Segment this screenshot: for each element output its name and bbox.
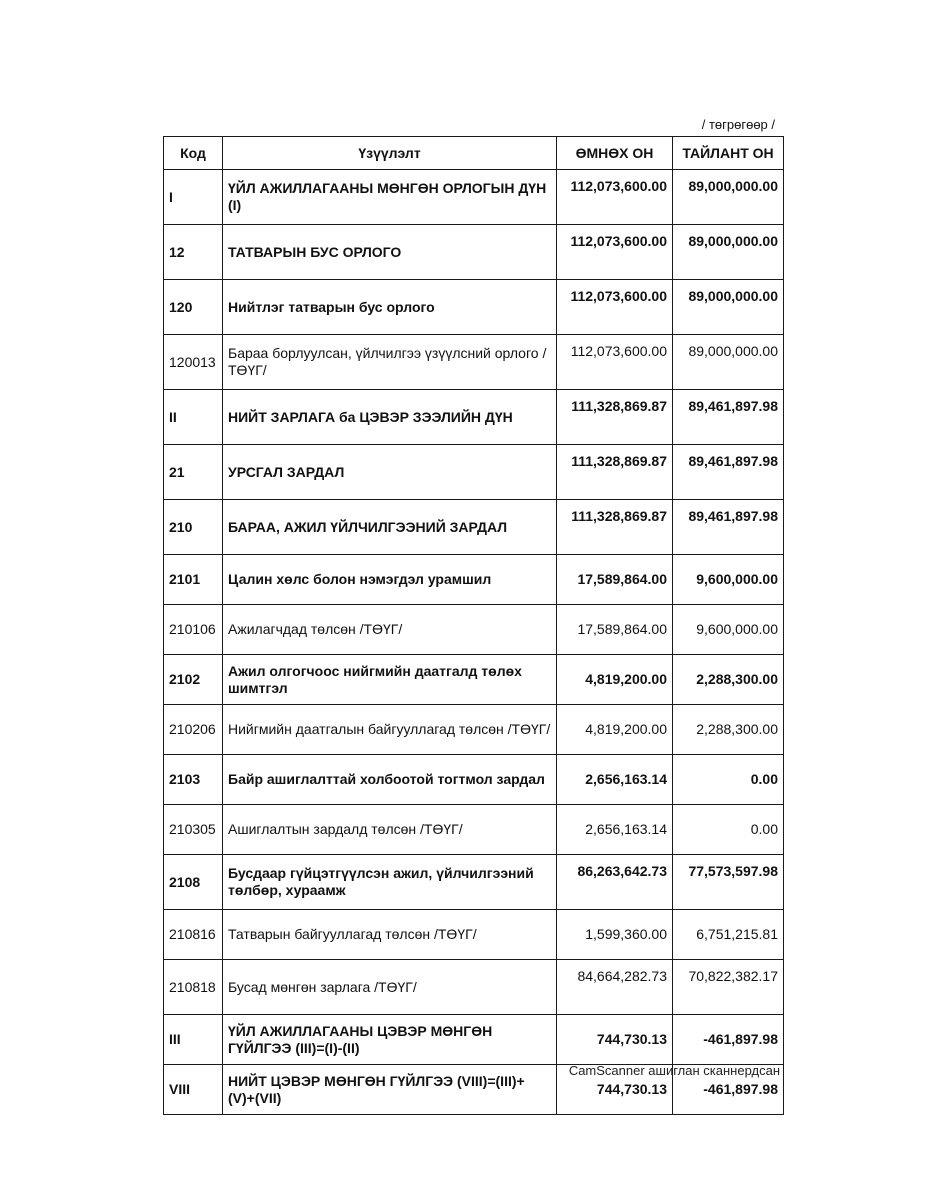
row-description: ҮЙЛ АЖИЛЛАГААНЫ ЦЭВЭР МӨНГӨН ГҮЙЛГЭЭ (III)=(I)-(II) bbox=[223, 1015, 557, 1065]
row-previous-value: 4,819,200.00 bbox=[557, 705, 673, 755]
table-row bbox=[164, 500, 784, 555]
row-report-value: -461,897.98 bbox=[673, 1015, 784, 1065]
table-row bbox=[164, 910, 784, 960]
row-report-value: 0.00 bbox=[673, 755, 784, 805]
row-previous-value: 112,073,600.00 bbox=[557, 225, 673, 280]
row-report-value: 9,600,000.00 bbox=[673, 555, 784, 605]
row-report-value: 89,000,000.00 bbox=[673, 280, 784, 335]
row-report-value: 2,288,300.00 bbox=[673, 705, 784, 755]
row-previous-value: 2,656,163.14 bbox=[557, 805, 673, 855]
row-previous-value: 112,073,600.00 bbox=[557, 280, 673, 335]
row-code: 210106 bbox=[164, 605, 223, 655]
row-previous-value: 744,730.13 bbox=[557, 1065, 673, 1115]
row-previous-value: 744,730.13 bbox=[557, 1015, 673, 1065]
header-code: Код bbox=[164, 137, 223, 170]
row-code: 2102 bbox=[164, 655, 223, 705]
header-previous-year: ӨМНӨХ ОН bbox=[557, 137, 673, 170]
row-previous-value: 2,656,163.14 bbox=[557, 755, 673, 805]
table-row bbox=[164, 1015, 784, 1065]
row-description: Бусад мөнгөн зарлага /ТӨҮГ/ bbox=[223, 960, 557, 1015]
cash-flow-table bbox=[163, 136, 784, 1115]
row-code: 2103 bbox=[164, 755, 223, 805]
row-code: 120 bbox=[164, 280, 223, 335]
row-previous-value: 112,073,600.00 bbox=[557, 335, 673, 390]
row-code: 2108 bbox=[164, 855, 223, 910]
row-code: II bbox=[164, 390, 223, 445]
row-previous-value: 1,599,360.00 bbox=[557, 910, 673, 960]
row-previous-value: 86,263,642.73 bbox=[557, 855, 673, 910]
row-description: ТАТВАРЫН БУС ОРЛОГО bbox=[223, 225, 557, 280]
row-previous-value: 17,589,864.00 bbox=[557, 605, 673, 655]
row-report-value: 6,751,215.81 bbox=[673, 910, 784, 960]
row-code: VIII bbox=[164, 1065, 223, 1115]
row-code: 21 bbox=[164, 445, 223, 500]
row-report-value: 70,822,382.17 bbox=[673, 960, 784, 1015]
row-report-value: 9,600,000.00 bbox=[673, 605, 784, 655]
row-description: НИЙТ ЗАРЛАГА ба ЦЭВЭР ЗЭЭЛИЙН ДҮН bbox=[223, 390, 557, 445]
row-previous-value: 84,664,282.73 bbox=[557, 960, 673, 1015]
table-row bbox=[164, 605, 784, 655]
row-code: 210816 bbox=[164, 910, 223, 960]
row-code: 210305 bbox=[164, 805, 223, 855]
row-code: 12 bbox=[164, 225, 223, 280]
row-previous-value: 111,328,869.87 bbox=[557, 390, 673, 445]
table-row bbox=[164, 805, 784, 855]
row-description: Цалин хөлс болон нэмэгдэл урамшил bbox=[223, 555, 557, 605]
row-description: Татварын байгууллагад төлсөн /ТӨҮГ/ bbox=[223, 910, 557, 960]
row-description: Ашиглалтын зардалд төлсөн /ТӨҮГ/ bbox=[223, 805, 557, 855]
row-report-value: 0.00 bbox=[673, 805, 784, 855]
row-report-value: 2,288,300.00 bbox=[673, 655, 784, 705]
row-previous-value: 4,819,200.00 bbox=[557, 655, 673, 705]
row-description: Байр ашиглалттай холбоотой тогтмол зардал bbox=[223, 755, 557, 805]
row-report-value: 89,000,000.00 bbox=[673, 170, 784, 225]
table-row bbox=[164, 855, 784, 910]
row-description: Нийтлэг татварын бус орлого bbox=[223, 280, 557, 335]
table-row bbox=[164, 390, 784, 445]
row-report-value: 89,461,897.98 bbox=[673, 390, 784, 445]
row-description: Бараа борлуулсан, үйлчилгээ үзүүлсний орлого /ТӨҮГ/ bbox=[223, 335, 557, 390]
unit-note: / төгрөгөөр / bbox=[701, 117, 775, 132]
row-code: III bbox=[164, 1015, 223, 1065]
row-description: УРСГАЛ ЗАРДАЛ bbox=[223, 445, 557, 500]
table-row bbox=[164, 170, 784, 225]
row-code: 210206 bbox=[164, 705, 223, 755]
table-row bbox=[164, 755, 784, 805]
row-code: 210818 bbox=[164, 960, 223, 1015]
header-description: Үзүүлэлт bbox=[223, 137, 557, 170]
table-row bbox=[164, 335, 784, 390]
row-description: Ажил олгогчоос нийгмийн даатгалд төлөх шимтгэл bbox=[223, 655, 557, 705]
row-description: ҮЙЛ АЖИЛЛАГААНЫ МӨНГӨН ОРЛОГЫН ДҮН (I) bbox=[223, 170, 557, 225]
row-previous-value: 111,328,869.87 bbox=[557, 500, 673, 555]
row-report-value: 89,000,000.00 bbox=[673, 225, 784, 280]
row-description: Ажилагчдад төлсөн /ТӨҮГ/ bbox=[223, 605, 557, 655]
table-row bbox=[164, 280, 784, 335]
row-report-value: 89,000,000.00 bbox=[673, 335, 784, 390]
table-row bbox=[164, 555, 784, 605]
row-code: 2101 bbox=[164, 555, 223, 605]
row-report-value: 89,461,897.98 bbox=[673, 500, 784, 555]
scanner-footer-note: CamScanner ашиглан сканнердсан bbox=[568, 1063, 780, 1078]
row-description: НИЙТ ЦЭВЭР МӨНГӨН ГҮЙЛГЭЭ (VIII)=(III)+(V)+(VII) bbox=[223, 1065, 557, 1115]
table-row bbox=[164, 445, 784, 500]
row-previous-value: 17,589,864.00 bbox=[557, 555, 673, 605]
header-row bbox=[164, 137, 784, 170]
row-code: I bbox=[164, 170, 223, 225]
row-description: Бусдаар гүйцэтгүүлсэн ажил, үйлчилгээний төлбөр, хураамж bbox=[223, 855, 557, 910]
table-row bbox=[164, 960, 784, 1015]
header-report-year: ТАЙЛАНТ ОН bbox=[673, 137, 784, 170]
row-previous-value: 111,328,869.87 bbox=[557, 445, 673, 500]
row-report-value: -461,897.98 bbox=[673, 1065, 784, 1115]
row-previous-value: 112,073,600.00 bbox=[557, 170, 673, 225]
row-code: 210 bbox=[164, 500, 223, 555]
table-row bbox=[164, 225, 784, 280]
row-report-value: 89,461,897.98 bbox=[673, 445, 784, 500]
row-description: БАРАА, АЖИЛ ҮЙЛЧИЛГЭЭНИЙ ЗАРДАЛ bbox=[223, 500, 557, 555]
row-code: 120013 bbox=[164, 335, 223, 390]
table-row bbox=[164, 705, 784, 755]
row-report-value: 77,573,597.98 bbox=[673, 855, 784, 910]
table-row bbox=[164, 655, 784, 705]
row-description: Нийгмийн даатгалын байгууллагад төлсөн /ТӨҮГ/ bbox=[223, 705, 557, 755]
